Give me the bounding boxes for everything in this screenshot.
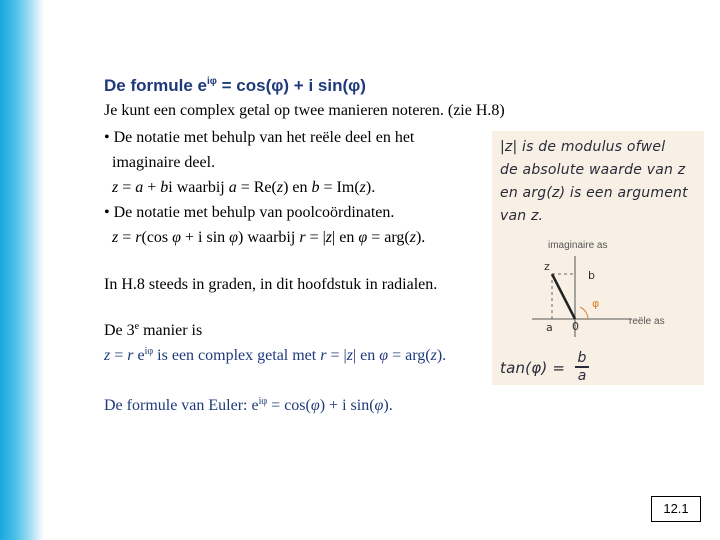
slide-title — [104, 76, 366, 96]
bullet-cartesian-cont — [112, 153, 215, 173]
euler-formula — [104, 396, 393, 416]
exponent: iφ — [258, 396, 268, 407]
text: = Im( — [319, 179, 360, 196]
page-number: 12.1 — [663, 501, 689, 516]
var-z: z — [325, 229, 333, 246]
text: e — [133, 347, 145, 364]
text: De formule van Euler: e — [104, 397, 259, 414]
exponent: iφ — [144, 346, 154, 357]
var-phi: φ — [229, 229, 239, 246]
var-b: b — [160, 179, 169, 196]
polar-formula — [112, 228, 425, 248]
side-accent-bar — [0, 0, 44, 540]
text: = arg( — [388, 347, 431, 364]
bullet-polar — [104, 203, 394, 223]
var-r: r — [135, 229, 142, 246]
text: ) + i sin( — [319, 397, 375, 414]
eq: = — [110, 347, 128, 364]
bullet-cartesian-cont-text: imaginaire deel. — [112, 154, 216, 171]
var-z: z — [346, 347, 353, 364]
var-z: z — [430, 347, 437, 364]
var-a: a — [135, 179, 144, 196]
text: = | — [305, 229, 326, 246]
degrees-note-text: In H.8 steeds in graden, in dit hoofdstuk in radialen. — [104, 276, 438, 293]
text: is een complex getal met — [153, 347, 321, 364]
note-line-3: en arg(z) is een argument — [500, 185, 688, 201]
var-phi: φ — [172, 229, 182, 246]
text: (cos — [141, 229, 173, 246]
title-exponent: iφ — [206, 76, 217, 87]
real-axis-label: reële as — [629, 316, 665, 327]
page-number-box — [651, 496, 701, 522]
text: ). — [436, 347, 447, 364]
angle-phi-label: φ — [592, 297, 600, 310]
text: = cos( — [267, 397, 311, 414]
point-b-label: b — [588, 269, 595, 282]
title-suffix: = cos(φ) + i sin(φ) — [216, 76, 366, 95]
plus: + — [143, 179, 161, 196]
bullet-cartesian-text: • De notatie met behulp van het reële deel en het — [104, 129, 415, 146]
tan-numerator: b — [577, 350, 587, 366]
intro-text: Je kunt een complex getal op twee manieren noteren. (zie H.8) — [104, 102, 505, 119]
text: | en — [332, 229, 359, 246]
text: = | — [326, 347, 347, 364]
text: De 3 — [104, 322, 135, 339]
point-a-label: a — [546, 321, 553, 334]
text: ). — [365, 179, 376, 196]
var-z: z — [112, 179, 119, 196]
third-form-intro — [104, 321, 202, 341]
degrees-note — [104, 275, 437, 295]
text: ). — [383, 397, 393, 414]
origin-label: 0 — [572, 320, 579, 333]
imaginary-axis-label: imaginaire as — [548, 240, 608, 251]
var-phi: φ — [310, 397, 320, 414]
text: = Re( — [236, 179, 277, 196]
note-line-2: de absolute waarde van z — [500, 162, 686, 178]
ordinal-sup: e — [134, 321, 140, 332]
handwritten-note-panel — [492, 131, 704, 385]
angle-arc — [580, 307, 588, 319]
var-z: z — [112, 229, 119, 246]
note-line-1: |z| is de modulus ofwel — [500, 139, 666, 155]
complex-plane-diagram — [492, 131, 704, 385]
text: ). — [415, 229, 426, 246]
var-z: z — [104, 347, 111, 364]
text: ) waarbij — [238, 229, 300, 246]
text: = arg( — [367, 229, 410, 246]
bullet-cartesian — [104, 128, 414, 148]
point-z-label: z — [544, 260, 550, 273]
var-b: b — [311, 179, 320, 196]
var-z: z — [359, 179, 366, 196]
title-prefix: De formule e — [104, 76, 207, 95]
eq: = — [118, 179, 136, 196]
text: i waarbij — [168, 179, 229, 196]
tan-fraction — [574, 350, 590, 384]
text: + i sin — [181, 229, 230, 246]
var-r: r — [299, 229, 306, 246]
var-r: r — [127, 347, 134, 364]
bullet-polar-text: • De notatie met behulp van poolcoördinaten. — [104, 204, 395, 221]
intro-line — [104, 101, 505, 121]
eq: = — [118, 229, 136, 246]
text: ) en — [283, 179, 312, 196]
tan-denominator: a — [577, 368, 587, 384]
var-phi: φ — [379, 347, 389, 364]
text: | en — [352, 347, 380, 364]
text: manier is — [139, 322, 203, 339]
tan-formula-left: tan(φ) = — [500, 359, 566, 377]
var-phi: φ — [374, 397, 384, 414]
var-a: a — [228, 179, 237, 196]
cartesian-formula — [112, 178, 375, 198]
modulus-vector — [552, 274, 575, 319]
var-z: z — [276, 179, 284, 196]
var-r: r — [320, 347, 327, 364]
var-z: z — [409, 229, 416, 246]
exponential-form — [104, 346, 446, 366]
note-line-4: van z. — [500, 208, 544, 224]
var-phi: φ — [358, 229, 368, 246]
